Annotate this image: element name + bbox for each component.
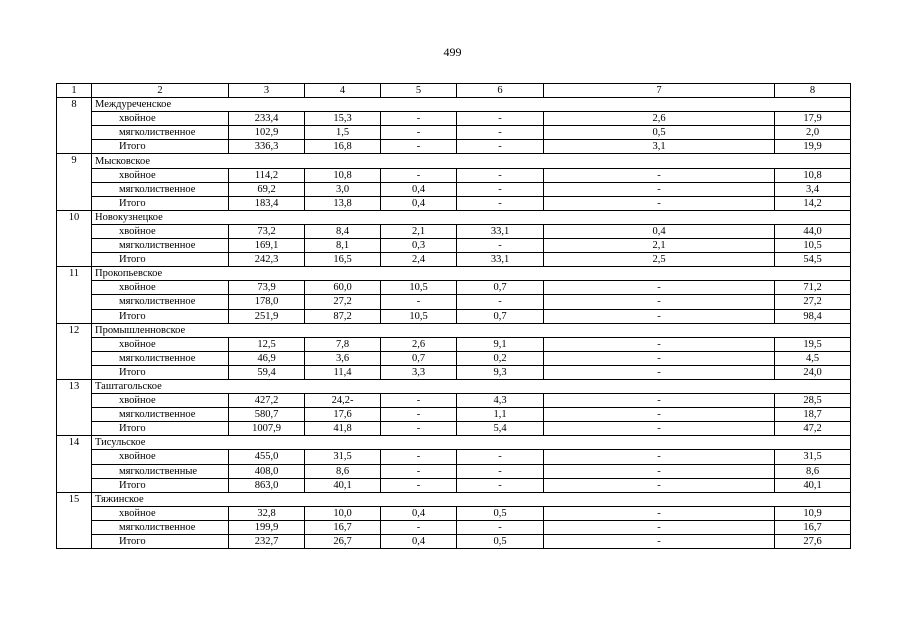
column-header: 4: [305, 84, 381, 98]
table-cell: 114,2: [229, 168, 305, 182]
table-cell: 8,1: [305, 239, 381, 253]
column-header: 8: [775, 84, 851, 98]
table-cell: 73,2: [229, 224, 305, 238]
table-cell: 40,1: [305, 478, 381, 492]
table-row: [57, 224, 851, 238]
table-cell: 60,0: [305, 281, 381, 295]
table-cell: -: [381, 126, 457, 140]
table-row: [57, 535, 851, 549]
forestry-name: Таштагольское: [92, 379, 851, 393]
row-label: Итого: [92, 422, 229, 436]
table-cell: 0,4: [381, 196, 457, 210]
table-cell: 580,7: [229, 408, 305, 422]
table-cell: 69,2: [229, 182, 305, 196]
table-cell: 3,4: [775, 182, 851, 196]
table-cell: 427,2: [229, 394, 305, 408]
forestry-name: Промышленновское: [92, 323, 851, 337]
row-label: мягколиственное: [92, 408, 229, 422]
table-cell: 17,6: [305, 408, 381, 422]
row-label: мягколиственное: [92, 239, 229, 253]
table-cell: 31,5: [775, 450, 851, 464]
table-cell: 26,7: [305, 535, 381, 549]
table-cell: 233,4: [229, 112, 305, 126]
table-cell: 40,1: [775, 478, 851, 492]
table-cell: 2,6: [544, 112, 775, 126]
table-row: [57, 168, 851, 182]
table-cell: 5,4: [457, 422, 544, 436]
table-row: [57, 140, 851, 154]
row-label: хвойное: [92, 168, 229, 182]
table-cell: 8,6: [775, 464, 851, 478]
table-cell: 32,8: [229, 506, 305, 520]
group-number: 12: [57, 323, 92, 379]
table-cell: -: [381, 168, 457, 182]
table-cell: 3,3: [381, 365, 457, 379]
table-cell: 16,7: [305, 520, 381, 534]
group-number: 9: [57, 154, 92, 210]
table-cell: 4,5: [775, 351, 851, 365]
column-header: 3: [229, 84, 305, 98]
table-cell: 232,7: [229, 535, 305, 549]
table-cell: -: [457, 464, 544, 478]
table-cell: -: [457, 520, 544, 534]
row-label: хвойное: [92, 394, 229, 408]
table-cell: -: [544, 281, 775, 295]
row-label: Итого: [92, 196, 229, 210]
table-cell: 54,5: [775, 253, 851, 267]
row-label: мягколиственное: [92, 295, 229, 309]
group-number: 15: [57, 492, 92, 548]
table-row: [57, 422, 851, 436]
table-cell: -: [544, 408, 775, 422]
table-cell: 10,5: [775, 239, 851, 253]
forest-data-table: [56, 83, 851, 549]
table-cell: 14,2: [775, 196, 851, 210]
forestry-name: Прокопьевское: [92, 267, 851, 281]
table-cell: 17,9: [775, 112, 851, 126]
table-cell: -: [381, 140, 457, 154]
table-cell: 7,8: [305, 337, 381, 351]
row-label: хвойное: [92, 281, 229, 295]
table-cell: 102,9: [229, 126, 305, 140]
table-cell: -: [381, 450, 457, 464]
table-cell: 1007,9: [229, 422, 305, 436]
table-cell: 0,4: [381, 535, 457, 549]
group-header-row: [57, 436, 851, 450]
table-cell: 31,5: [305, 450, 381, 464]
table-row: [57, 126, 851, 140]
table-cell: 98,4: [775, 309, 851, 323]
group-number: 11: [57, 267, 92, 323]
table-cell: 71,2: [775, 281, 851, 295]
group-header-row: [57, 492, 851, 506]
table-cell: 73,9: [229, 281, 305, 295]
group-header-row: [57, 323, 851, 337]
table-cell: 16,5: [305, 253, 381, 267]
table-cell: 59,4: [229, 365, 305, 379]
table-cell: 3,1: [544, 140, 775, 154]
table-cell: 3,0: [305, 182, 381, 196]
table-cell: -: [544, 422, 775, 436]
table-row: [57, 295, 851, 309]
table-cell: -: [544, 450, 775, 464]
table-cell: -: [544, 168, 775, 182]
row-label: Итого: [92, 535, 229, 549]
table-row: [57, 309, 851, 323]
table-cell: 44,0: [775, 224, 851, 238]
table-cell: 455,0: [229, 450, 305, 464]
table-cell: 27,2: [305, 295, 381, 309]
table-row: [57, 365, 851, 379]
group-header-row: [57, 210, 851, 224]
table-cell: 28,5: [775, 394, 851, 408]
table-cell: -: [544, 506, 775, 520]
table-cell: 0,7: [457, 309, 544, 323]
table-cell: 0,4: [381, 182, 457, 196]
page-number: 499: [443, 45, 462, 59]
group-header-row: [57, 267, 851, 281]
table-cell: 33,1: [457, 224, 544, 238]
group-header-row: [57, 154, 851, 168]
table-cell: 0,4: [381, 506, 457, 520]
table-row: [57, 520, 851, 534]
table-cell: 2,1: [381, 224, 457, 238]
forestry-name: Междуреченское: [92, 98, 851, 112]
table-cell: -: [457, 450, 544, 464]
row-label: мягколиственное: [92, 126, 229, 140]
column-header: 5: [381, 84, 457, 98]
table-cell: -: [457, 478, 544, 492]
table-cell: 47,2: [775, 422, 851, 436]
table-cell: 0,5: [457, 506, 544, 520]
row-label: хвойное: [92, 506, 229, 520]
table-cell: 199,9: [229, 520, 305, 534]
column-header: 1: [57, 84, 92, 98]
row-label: мягколиственное: [92, 182, 229, 196]
row-label: Итого: [92, 309, 229, 323]
table-cell: 3,6: [305, 351, 381, 365]
table-cell: 8,6: [305, 464, 381, 478]
table-cell: -: [381, 464, 457, 478]
table-cell: 2,6: [381, 337, 457, 351]
table-header-row: [57, 84, 851, 98]
table-cell: 4,3: [457, 394, 544, 408]
table-cell: -: [381, 422, 457, 436]
table-row: [57, 337, 851, 351]
forestry-name: Мысковское: [92, 154, 851, 168]
column-header: 2: [92, 84, 229, 98]
table-cell: -: [544, 535, 775, 549]
table-cell: -: [544, 464, 775, 478]
group-number: 14: [57, 436, 92, 492]
table-cell: 9,3: [457, 365, 544, 379]
table-cell: 46,9: [229, 351, 305, 365]
table-cell: 16,7: [775, 520, 851, 534]
table-cell: 10,8: [305, 168, 381, 182]
table-cell: -: [457, 295, 544, 309]
table-cell: 24,2-: [305, 394, 381, 408]
table-cell: 2,1: [544, 239, 775, 253]
table-cell: 41,8: [305, 422, 381, 436]
table-cell: 0,2: [457, 351, 544, 365]
table-cell: 8,4: [305, 224, 381, 238]
row-label: Итого: [92, 478, 229, 492]
table-cell: 0,4: [544, 224, 775, 238]
table-row: [57, 253, 851, 267]
row-label: мягколиственные: [92, 464, 229, 478]
table-cell: 10,8: [775, 168, 851, 182]
table-row: [57, 464, 851, 478]
table-cell: 183,4: [229, 196, 305, 210]
table-cell: -: [381, 478, 457, 492]
table-cell: -: [457, 140, 544, 154]
table-cell: 15,3: [305, 112, 381, 126]
table-row: [57, 112, 851, 126]
row-label: хвойное: [92, 112, 229, 126]
table-cell: 10,9: [775, 506, 851, 520]
group-header-row: [57, 379, 851, 393]
table-cell: 0,5: [457, 535, 544, 549]
table-cell: -: [381, 394, 457, 408]
table-cell: 863,0: [229, 478, 305, 492]
table-row: [57, 506, 851, 520]
table-cell: 242,3: [229, 253, 305, 267]
table-cell: 24,0: [775, 365, 851, 379]
table-cell: -: [457, 239, 544, 253]
table-cell: -: [544, 520, 775, 534]
table-cell: -: [544, 196, 775, 210]
table-cell: -: [544, 351, 775, 365]
table-cell: 178,0: [229, 295, 305, 309]
table-cell: 2,5: [544, 253, 775, 267]
table-cell: -: [544, 337, 775, 351]
group-number: 8: [57, 98, 92, 154]
table-row: [57, 196, 851, 210]
table-cell: -: [381, 520, 457, 534]
row-label: хвойное: [92, 224, 229, 238]
table-cell: -: [381, 112, 457, 126]
table-cell: -: [544, 478, 775, 492]
table-row: [57, 478, 851, 492]
table-cell: 10,5: [381, 309, 457, 323]
row-label: Итого: [92, 365, 229, 379]
row-label: хвойное: [92, 450, 229, 464]
table-row: [57, 281, 851, 295]
row-label: Итого: [92, 140, 229, 154]
group-number: 10: [57, 210, 92, 266]
table-cell: 0,7: [457, 281, 544, 295]
table-cell: 33,1: [457, 253, 544, 267]
row-label: мягколиственное: [92, 520, 229, 534]
table-cell: 13,8: [305, 196, 381, 210]
table-cell: 1,1: [457, 408, 544, 422]
forestry-name: Тяжинское: [92, 492, 851, 506]
table-cell: 16,8: [305, 140, 381, 154]
table-cell: 2,4: [381, 253, 457, 267]
table-cell: -: [544, 182, 775, 196]
table-cell: 19,5: [775, 337, 851, 351]
table-row: [57, 408, 851, 422]
table-cell: 336,3: [229, 140, 305, 154]
row-label: мягколиственное: [92, 351, 229, 365]
table-cell: 19,9: [775, 140, 851, 154]
forestry-name: Новокузнецкое: [92, 210, 851, 224]
table-cell: -: [544, 365, 775, 379]
table-cell: 251,9: [229, 309, 305, 323]
table-cell: 169,1: [229, 239, 305, 253]
group-header-row: [57, 98, 851, 112]
column-header: 7: [544, 84, 775, 98]
table-cell: 2,0: [775, 126, 851, 140]
table-cell: -: [457, 126, 544, 140]
table-cell: -: [457, 112, 544, 126]
table-cell: 10,0: [305, 506, 381, 520]
table-row: [57, 182, 851, 196]
table-row: [57, 351, 851, 365]
table-cell: -: [381, 408, 457, 422]
table-row: [57, 394, 851, 408]
table-cell: -: [381, 295, 457, 309]
table-cell: 408,0: [229, 464, 305, 478]
table-cell: -: [544, 394, 775, 408]
table-cell: 27,2: [775, 295, 851, 309]
table-cell: 10,5: [381, 281, 457, 295]
table-cell: 87,2: [305, 309, 381, 323]
table-cell: -: [544, 295, 775, 309]
table-row: [57, 239, 851, 253]
row-label: хвойное: [92, 337, 229, 351]
group-number: 13: [57, 379, 92, 435]
table-cell: -: [457, 168, 544, 182]
table-cell: 9,1: [457, 337, 544, 351]
table-row: [57, 450, 851, 464]
table-cell: -: [457, 196, 544, 210]
table-cell: 12,5: [229, 337, 305, 351]
table-cell: 27,6: [775, 535, 851, 549]
table-cell: 0,7: [381, 351, 457, 365]
column-header: 6: [457, 84, 544, 98]
table-cell: 0,5: [544, 126, 775, 140]
table-cell: 18,7: [775, 408, 851, 422]
table-cell: -: [544, 309, 775, 323]
table-cell: -: [457, 182, 544, 196]
table-cell: 0,3: [381, 239, 457, 253]
row-label: Итого: [92, 253, 229, 267]
table-cell: 11,4: [305, 365, 381, 379]
table-cell: 1,5: [305, 126, 381, 140]
forestry-name: Тисульское: [92, 436, 851, 450]
